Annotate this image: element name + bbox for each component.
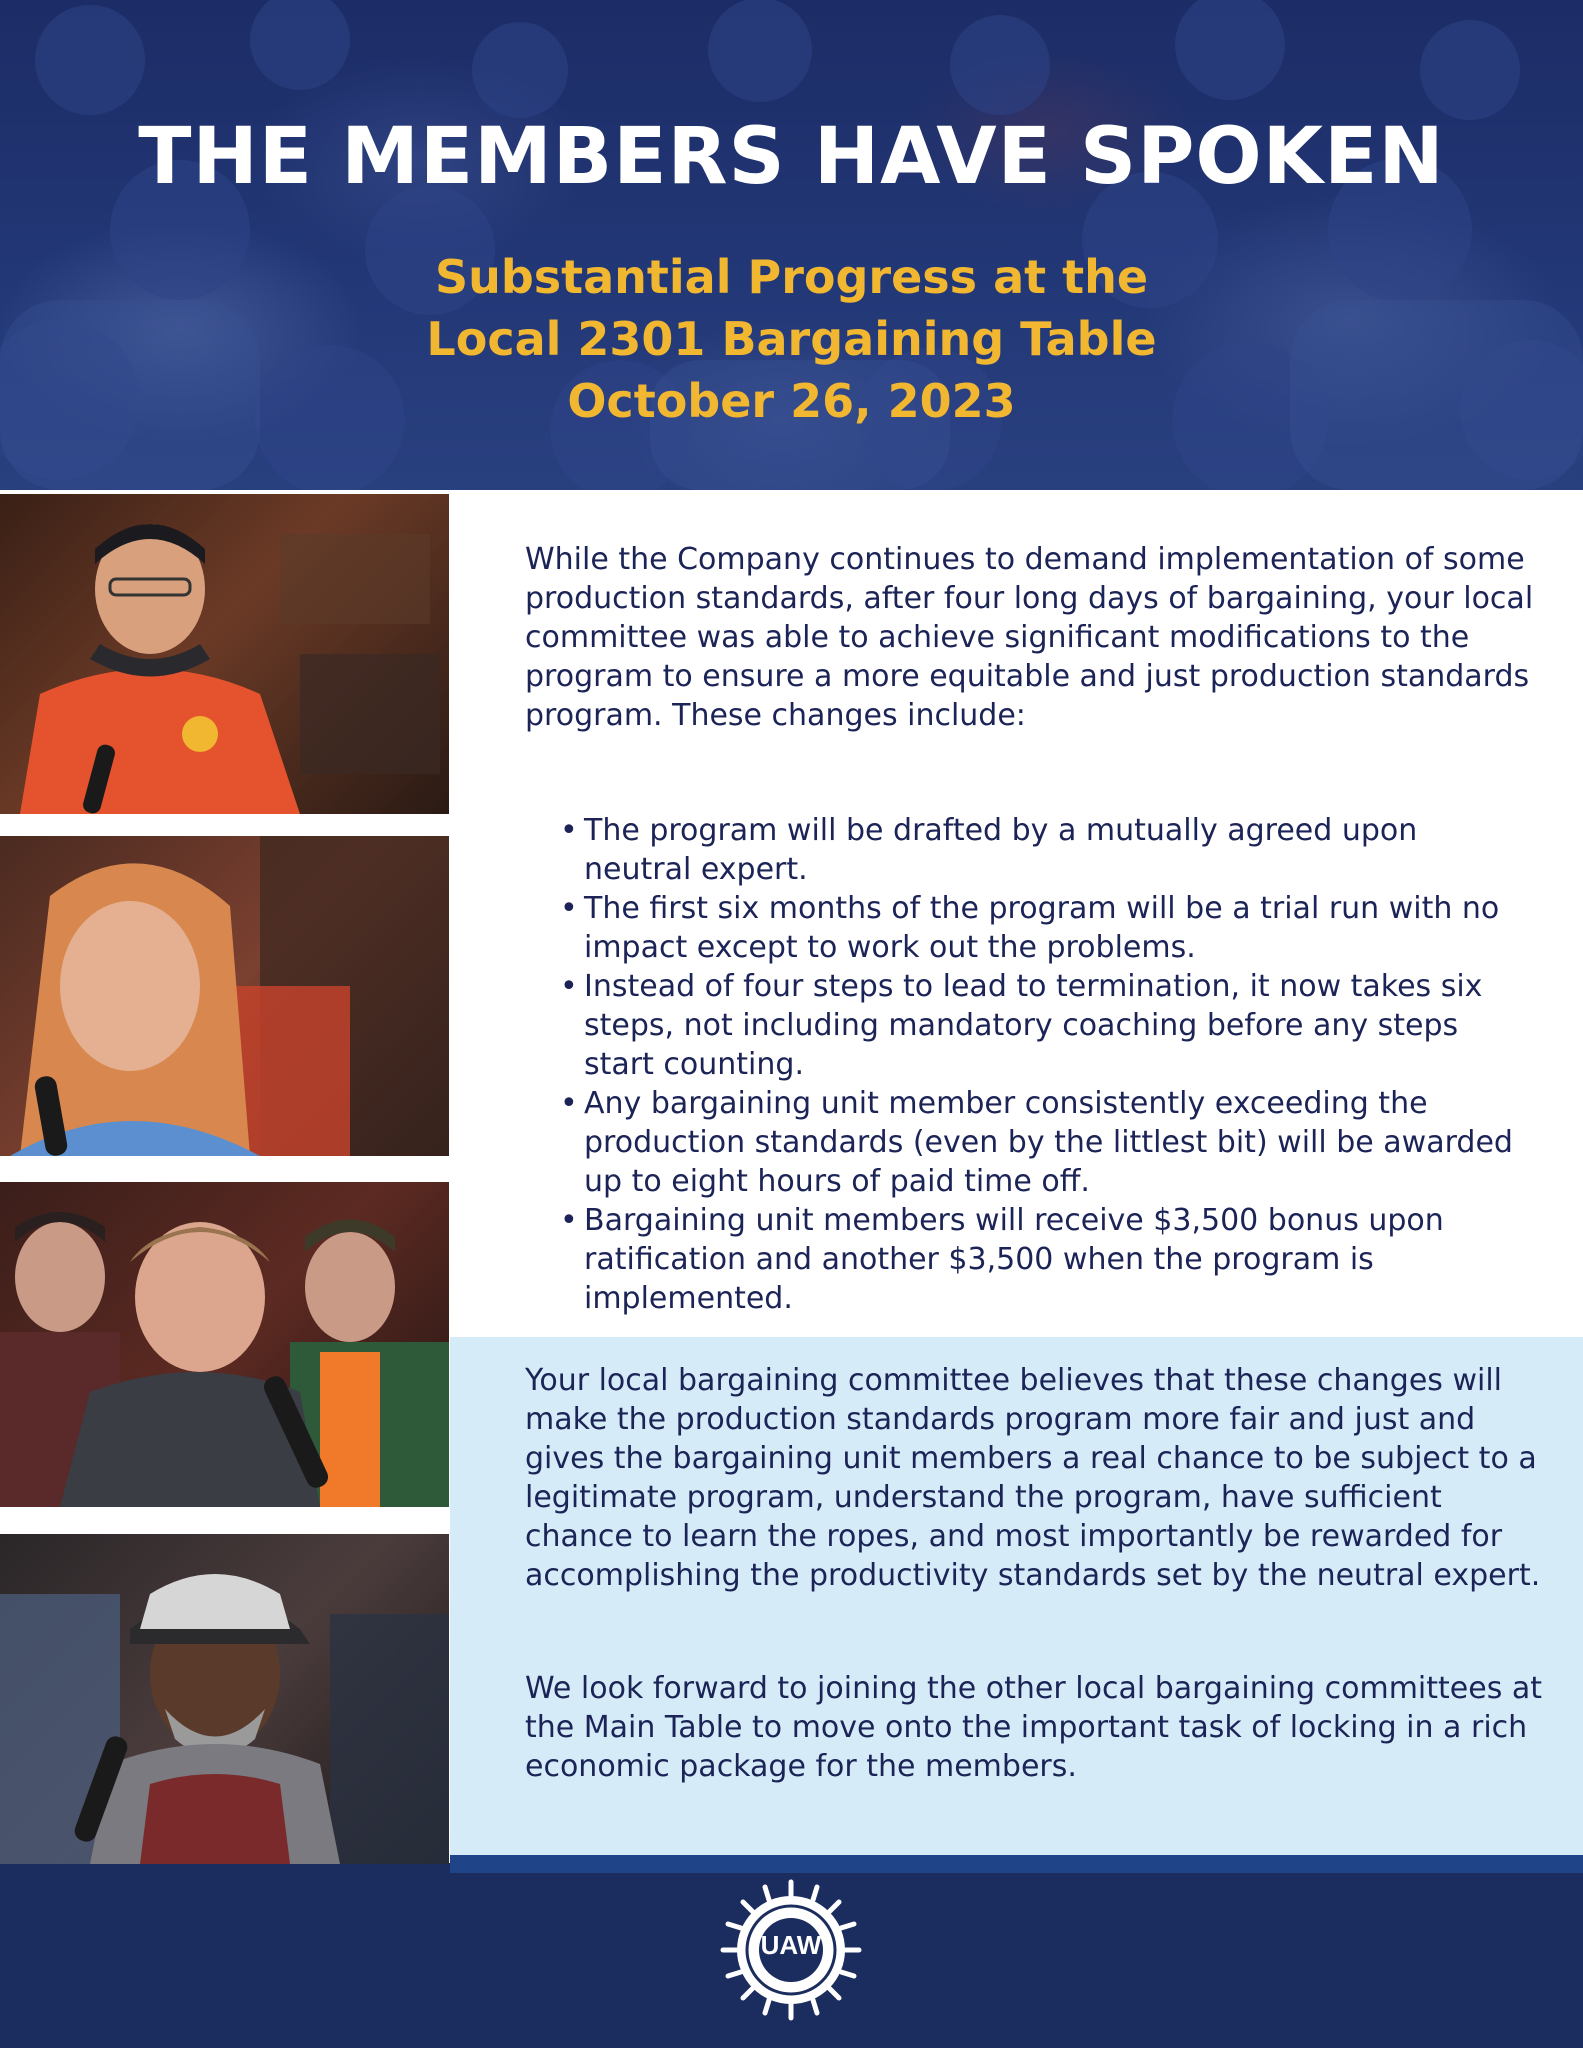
page-title: THE MEMBERS HAVE SPOKEN bbox=[138, 112, 1445, 202]
committee-statement-paragraph: Your local bargaining committee believes that these changes will make the production standards program more fair and just and gives the bargaining unit members a real chance to be subject to a legitimate program, understand the program, have sufficient chance to learn the ropes, and most importantly be rewarded for accomplishing the productivity standards set by the neutral expert. bbox=[525, 1363, 1541, 1593]
subtitle-line-2: Local 2301 Bargaining Table bbox=[426, 312, 1157, 366]
list-item: • Any bargaining unit member consistently exceeding the production standards (even by the littlest bit) will be awarded up to eight hours of paid time off. bbox=[560, 1084, 1520, 1201]
list-item: • Bargaining unit members will receive $3,500 bonus upon ratification and another $3,500 when the program is implemented. bbox=[560, 1201, 1520, 1318]
list-item: • The program will be drafted by a mutually agreed upon neutral expert. bbox=[560, 811, 1520, 889]
intro-paragraph: While the Company continues to demand implementation of some production standards, after four long days of bargaining, your local committee was able to achieve significant modifications to the program to ensure a more equitable and just production standards program. These changes include: bbox=[525, 542, 1534, 733]
closing-paragraph: We look forward to joining the other local bargaining committees at the Main Table to move onto the important task of locking in a rich economic package for the members. bbox=[525, 1671, 1543, 1784]
header-banner bbox=[0, 0, 1583, 490]
list-item: • Instead of four steps to lead to termination, it now takes six steps, not including mandatory coaching before any steps start counting. bbox=[560, 967, 1520, 1084]
accent-divider bbox=[450, 1855, 1583, 1873]
list-item: • The first six months of the program will be a trial run with no impact except to work out the problems. bbox=[560, 889, 1520, 967]
subtitle-line-1: Substantial Progress at the bbox=[434, 250, 1149, 304]
photo-column bbox=[0, 490, 450, 1863]
photo-member-speaking-1 bbox=[0, 494, 449, 814]
photo-member-speaking-3 bbox=[0, 1182, 449, 1507]
photo-member-speaking-4 bbox=[0, 1534, 449, 1864]
changes-list bbox=[560, 811, 1520, 1318]
subtitle-date: October 26, 2023 bbox=[567, 374, 1016, 428]
logo-text: UAW bbox=[760, 1930, 822, 1960]
photo-member-speaking-2 bbox=[0, 836, 449, 1156]
